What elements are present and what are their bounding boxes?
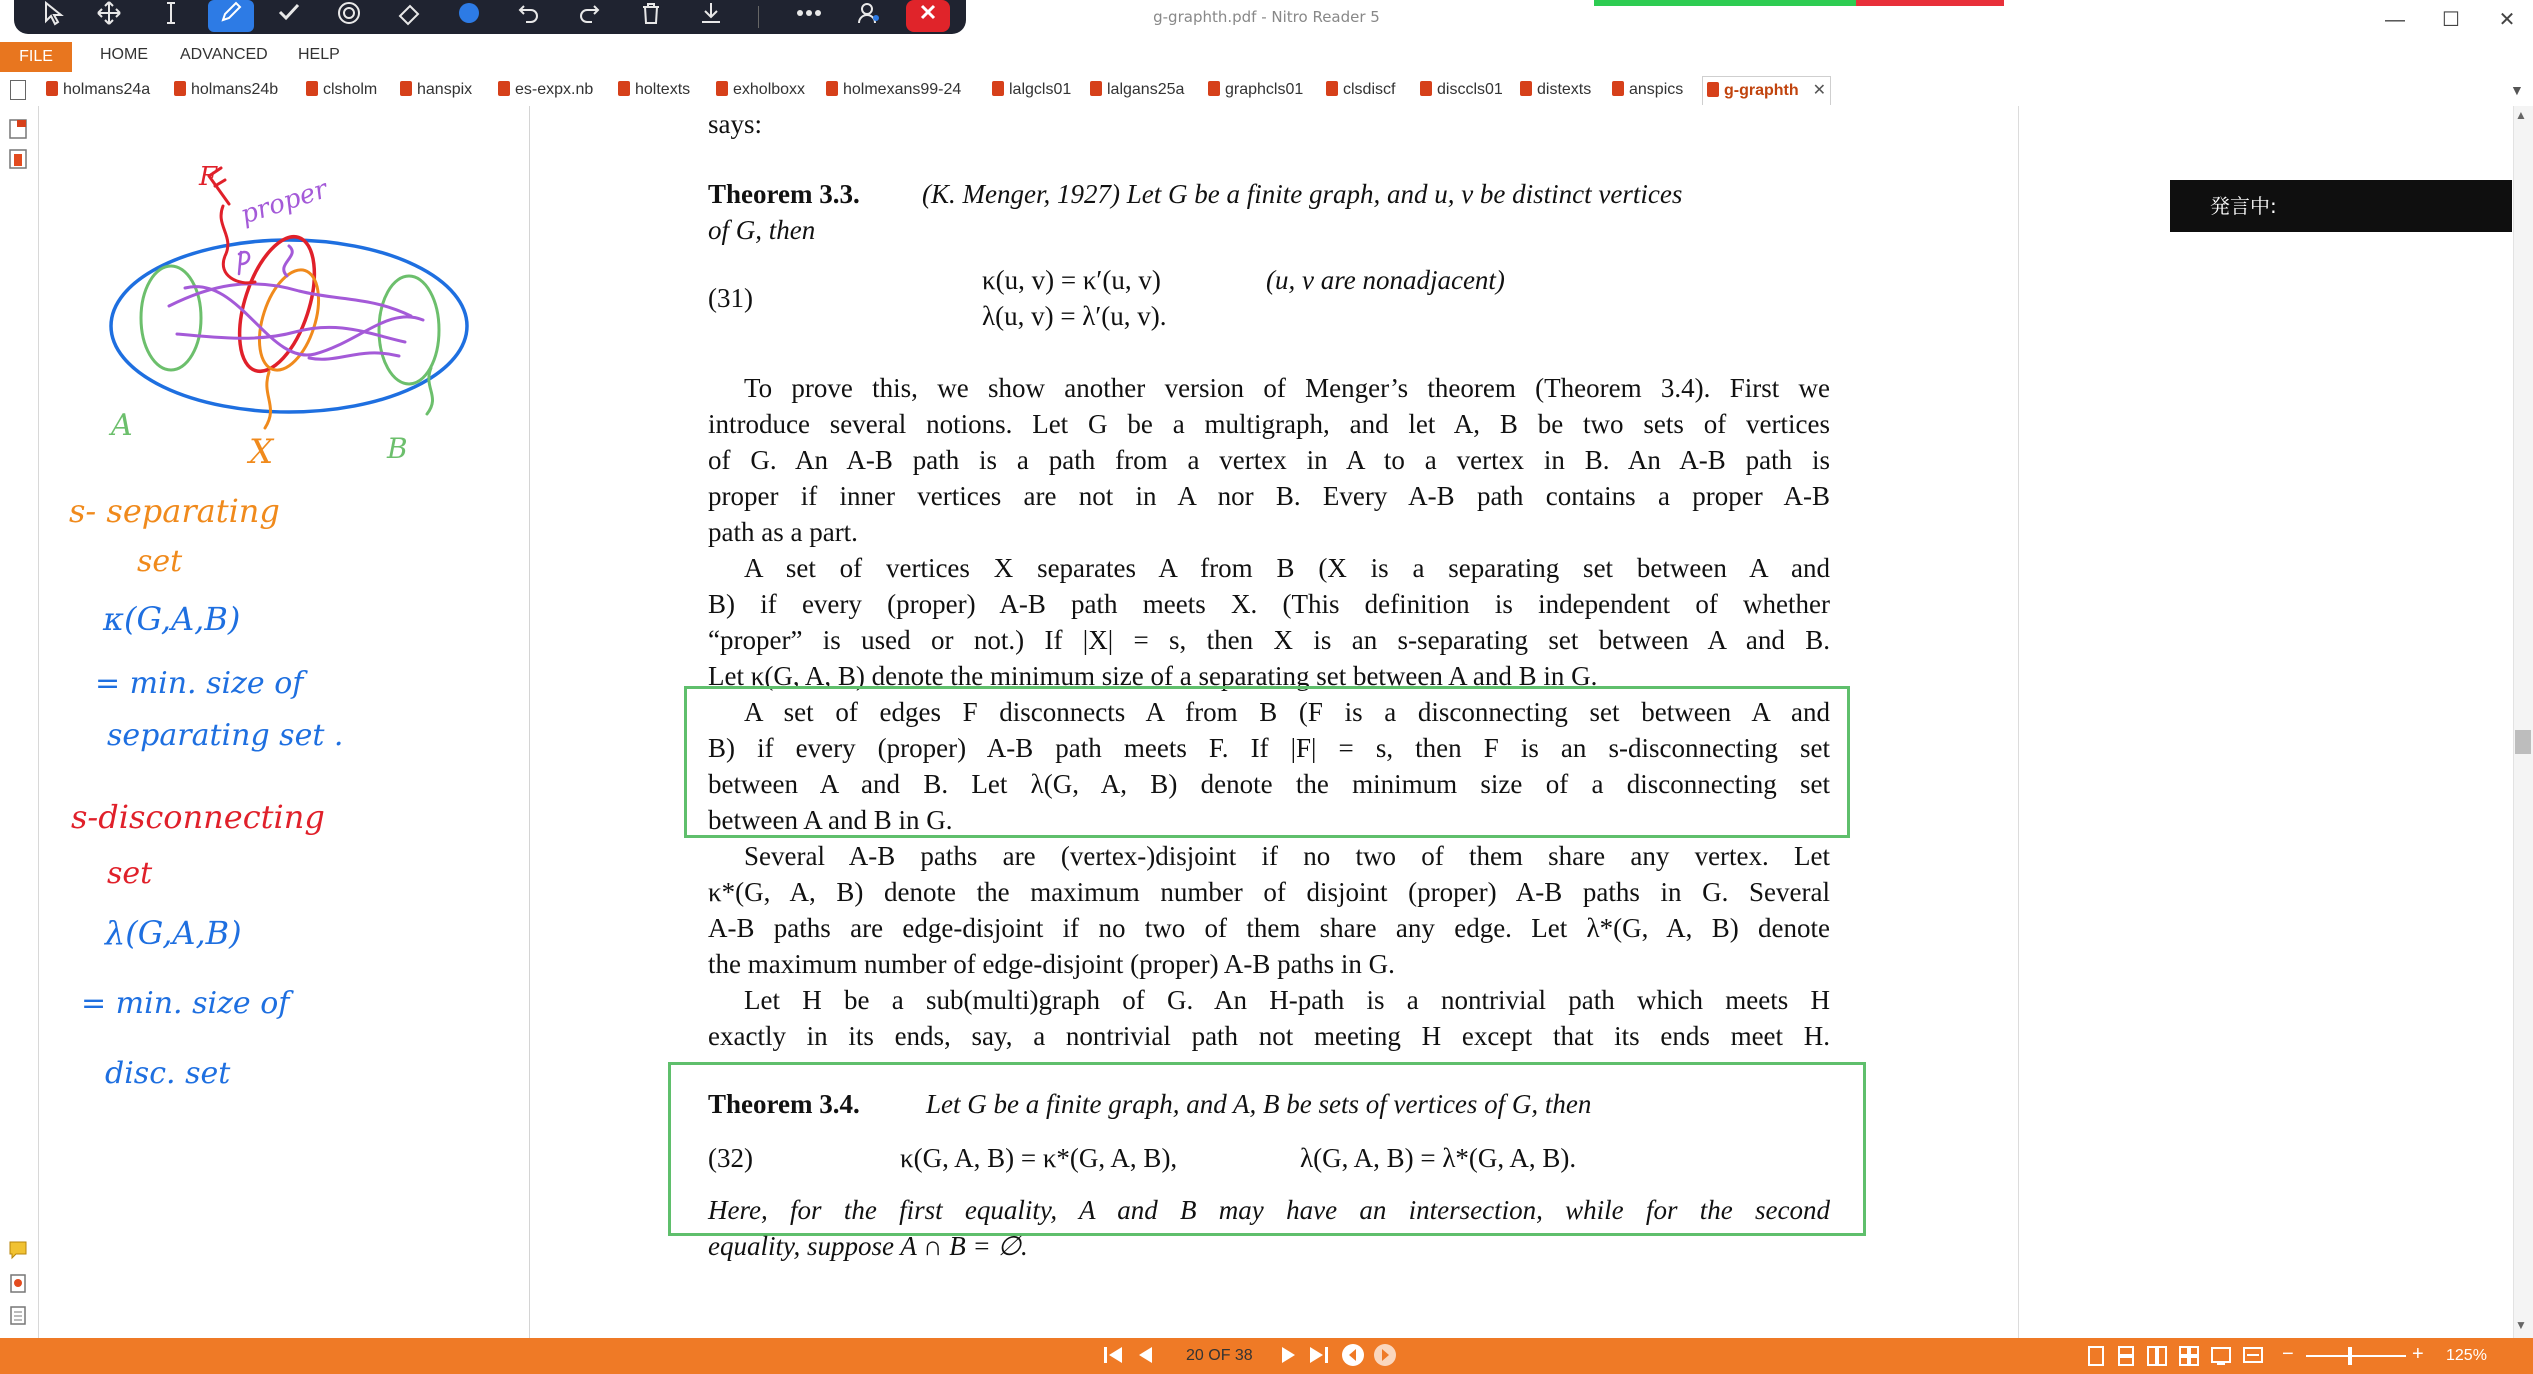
- equation-31-line-2: λ(u, v) = λ′(u, v).: [982, 301, 1167, 331]
- tab-es-expx[interactable]: [498, 76, 593, 104]
- equation-31-line-1: κ(u, v) = κ′(u, v): [982, 265, 1161, 295]
- tab-label: clsholm: [323, 81, 378, 98]
- tab-label: hanspix: [417, 81, 473, 98]
- minimize-button[interactable]: —: [2385, 9, 2405, 31]
- single-page-view-icon[interactable]: [2086, 1345, 2106, 1372]
- scroll-up-icon[interactable]: ▲: [2515, 108, 2527, 122]
- pdf-icon: [400, 81, 412, 96]
- paragraph-4-line-3: A-B paths are edge-disjoint if no two of them share any edge. Let λ*(G, A, B) denote: [708, 913, 1830, 943]
- zoom-slider-thumb[interactable]: [2348, 1347, 2352, 1365]
- back-view-icon[interactable]: [1340, 1342, 1366, 1374]
- recording-indicator-green: [1594, 0, 1856, 6]
- pdf-icon: [992, 81, 1004, 96]
- tab-label: holmans24b: [191, 81, 279, 98]
- window-title: g-graphth.pdf - Nitro Reader 5: [1153, 8, 1380, 26]
- tab-label: clsdiscf: [1343, 81, 1396, 98]
- select-icon[interactable]: [30, 0, 76, 32]
- paragraph-2-line-3: “proper” is used or not.) If |X| = s, then X is an s-separating set between A and B.: [708, 625, 1830, 655]
- paragraph-2-line-2: B) if every (proper) A-B path meets X. (This definition is independent of whether: [708, 589, 1830, 619]
- note-s-disconnecting: s-disconnecting: [71, 798, 325, 836]
- pdf-icon: [498, 81, 510, 96]
- page-indicator[interactable]: 20 OF 38: [1186, 1347, 1253, 1364]
- left-tool-strip: [0, 106, 39, 1338]
- pdf-icon: [618, 81, 630, 96]
- undo-icon[interactable]: [506, 0, 552, 32]
- pdf-icon: [1612, 81, 1624, 96]
- tab-holtexts[interactable]: [618, 76, 690, 104]
- comments-icon[interactable]: [8, 1240, 28, 1262]
- note-lambda: λ(G,A,B): [105, 914, 242, 952]
- next-page-icon[interactable]: [1278, 1342, 1300, 1374]
- tab-holmans24b[interactable]: [174, 76, 278, 104]
- theorem-3-4-note-1: Here, for the first equality, A and B may have an intersection, while for the second: [708, 1195, 1830, 1225]
- note-min-disc-1: = min. size of: [81, 986, 290, 1021]
- close-icon[interactable]: [906, 0, 950, 32]
- tab-label: holmexans99-24: [843, 81, 962, 98]
- previous-page-icon[interactable]: [1134, 1342, 1156, 1374]
- tab-holmexans99-24[interactable]: [826, 76, 961, 104]
- scroll-down-icon[interactable]: ▼: [2515, 1318, 2527, 1332]
- handwritten-notes-panel: [39, 106, 530, 1338]
- fit-width-icon[interactable]: [2242, 1345, 2264, 1372]
- zoom-out-icon[interactable]: −: [2282, 1343, 2294, 1365]
- tab-clsholm[interactable]: [306, 76, 377, 104]
- vertical-scrollbar[interactable]: [2513, 106, 2533, 1338]
- pen-icon[interactable]: [208, 0, 254, 32]
- continuous-view-icon[interactable]: [2116, 1345, 2136, 1372]
- x-pointer: [265, 372, 271, 428]
- paragraph-2-line-1: A set of vertices X separates A from B (X is a separating set between A and: [744, 553, 1830, 583]
- page-thumbnails-icon[interactable]: [8, 118, 28, 140]
- more-icon[interactable]: [786, 0, 832, 32]
- x-label: X: [249, 432, 274, 472]
- file-menu[interactable]: FILE: [0, 42, 72, 72]
- theorem-3-3-body-2: of G, then: [708, 215, 816, 245]
- equation-31-number: (31): [708, 283, 753, 313]
- tab-label: holtexts: [635, 81, 691, 98]
- color-dot-icon[interactable]: [446, 0, 492, 32]
- facing-view-icon[interactable]: [2146, 1345, 2168, 1372]
- tab-g-graphth[interactable]: [1702, 76, 1831, 105]
- theorem-3-3-body-1: (K. Menger, 1927) Let G be a finite graph, and u, v be distinct vertices: [922, 179, 1683, 209]
- tab-holmans24a[interactable]: [46, 76, 150, 104]
- zoom-in-icon[interactable]: +: [2412, 1343, 2424, 1365]
- note-min-disc-2: disc. set: [105, 1056, 231, 1091]
- a-label: A: [111, 408, 133, 443]
- paragraph-1-line-3: of G. An A-B path is a path from a vertex in A to a vertex in B. An A-B path is: [708, 445, 1830, 475]
- proper-label: proper: [237, 174, 332, 231]
- bookmarks-icon[interactable]: [8, 148, 28, 170]
- b-pointer: [427, 368, 433, 414]
- menu-bar: [0, 42, 2533, 72]
- note-set-2: set: [107, 856, 153, 891]
- equation-32-part-b: λ(G, A, B) = λ*(G, A, B).: [1300, 1143, 1577, 1173]
- paragraph-4-line-2: κ*(G, A, B) denote the maximum number of disjoint (proper) A-B paths in G. Several: [708, 877, 1830, 907]
- equation-32-number: (32): [708, 1143, 753, 1173]
- move-icon[interactable]: [86, 0, 132, 32]
- right-gutter: [2019, 106, 2513, 1338]
- recording-indicator-red: [1856, 0, 2004, 6]
- pdf-icon: [1208, 81, 1220, 96]
- eraser-icon[interactable]: [386, 0, 432, 32]
- equation-32-part-a: κ(G, A, B) = κ*(G, A, B),: [900, 1143, 1178, 1173]
- speaking-indicator: 発言中:: [2170, 180, 2512, 232]
- stamp-icon[interactable]: [326, 0, 372, 32]
- pdf-icon: [1090, 81, 1102, 96]
- paragraph-1-line-4: proper if inner vertices are not in A nor B. Every A-B path contains a proper A-B: [708, 481, 1830, 511]
- tab-lalgcls01[interactable]: [992, 76, 1071, 104]
- tab-label: anspics: [1629, 81, 1684, 98]
- maximize-button[interactable]: ☐: [2442, 9, 2460, 31]
- paragraph-5-line-2: exactly in its ends, say, a nontrivial path not meeting H except that its ends meet H.: [708, 1021, 1830, 1051]
- attachments-icon[interactable]: [8, 1272, 28, 1294]
- b-label: B: [387, 432, 408, 465]
- tab-label: g-graphth: [1724, 82, 1799, 99]
- tab-disccls01[interactable]: [1420, 76, 1503, 104]
- pdf-icon: [46, 81, 58, 96]
- paragraph-3-line-1: A set of edges F disconnects A from B (F is a disconnecting set between A and: [744, 697, 1830, 727]
- theorem-3-4-note-2: equality, suppose A ∩ B = ∅.: [708, 1231, 1028, 1261]
- tab-label: holmans24a: [63, 81, 151, 98]
- tab-label: distexts: [1537, 81, 1592, 98]
- forward-view-icon[interactable]: [1372, 1342, 1398, 1374]
- check-icon[interactable]: [266, 0, 312, 32]
- last-page-icon[interactable]: [1306, 1342, 1332, 1374]
- tab-graphcls01[interactable]: [1208, 76, 1303, 104]
- tab-overflow-icon[interactable]: ▼: [2510, 82, 2524, 98]
- pdf-icon: [716, 81, 728, 96]
- tab-anspics[interactable]: [1612, 76, 1683, 104]
- user-settings-icon[interactable]: [846, 0, 892, 32]
- pdf-icon: [1520, 81, 1532, 96]
- facing-continuous-view-icon[interactable]: [2178, 1345, 2200, 1372]
- note-set-1: set: [137, 544, 183, 579]
- note-min-sep-2: separating set .: [107, 718, 344, 753]
- set-a-ellipse: [141, 266, 201, 370]
- paragraph-1-line-5: path as a part.: [708, 517, 858, 547]
- pdf-icon: [1420, 81, 1432, 96]
- paragraph-1-line-2: introduce several notions. Let G be a multigraph, and let A, B be two sets of vertices: [708, 409, 1830, 439]
- paragraph-5-line-1: Let H be a sub(multi)graph of G. An H-path is a nontrivial path which meets H: [744, 985, 1830, 1015]
- proper-label-p: [239, 252, 249, 274]
- tab-list-icon[interactable]: [10, 80, 26, 100]
- tab-exholboxx[interactable]: [716, 76, 805, 104]
- home-menu[interactable]: HOME: [100, 46, 148, 63]
- tab-clsdiscf[interactable]: [1326, 76, 1395, 104]
- tab-hanspix[interactable]: [400, 76, 472, 104]
- paragraph-3-line-4: between A and B in G.: [708, 805, 953, 835]
- pdf-icon: [826, 81, 838, 96]
- first-page-icon[interactable]: [1100, 1342, 1126, 1374]
- help-menu[interactable]: HELP: [298, 46, 340, 63]
- theorem-3-4-heading: Theorem 3.4.: [708, 1089, 860, 1119]
- tab-label: disccls01: [1437, 81, 1503, 98]
- note-s-separating: s- separating: [69, 492, 280, 530]
- tab-label: graphcls01: [1225, 81, 1304, 98]
- fit-page-icon[interactable]: [2210, 1345, 2232, 1372]
- text-cursor-icon[interactable]: [148, 0, 194, 32]
- theorem-3-3-heading: Theorem 3.3.: [708, 179, 860, 209]
- paragraph-3-line-3: between A and B. Let λ(G, A, B) denote the minimum size of a disconnecting set: [708, 769, 1830, 799]
- note-min-sep-1: = min. size of: [95, 666, 304, 701]
- paragraph-2-line-4: Let κ(G, A, B) denote the minimum size of a separating set between A and B in G.: [708, 661, 1598, 691]
- tab-label: lalgans25a: [1107, 81, 1185, 98]
- zoom-slider[interactable]: [2306, 1355, 2406, 1357]
- paragraph-1-line-1: To prove this, we show another version of Menger’s theorem (Theorem 3.4). First we: [744, 373, 1830, 403]
- layers-icon[interactable]: [8, 1304, 28, 1326]
- tab-distexts[interactable]: [1520, 76, 1591, 104]
- f-label: F: [199, 162, 218, 192]
- download-icon[interactable]: [688, 0, 734, 32]
- tab-lalgans25a[interactable]: [1090, 76, 1184, 104]
- paragraph-4-line-1: Several A-B paths are (vertex-)disjoint if no two of them share any vertex. Let: [744, 841, 1830, 871]
- equation-31-condition: (u, v are nonadjacent): [1266, 265, 1505, 295]
- redo-icon[interactable]: [566, 0, 612, 32]
- paragraph-3-line-2: B) if every (proper) A-B path meets F. If |F| = s, then F is an s-disconnecting set: [708, 733, 1830, 763]
- toolbar-divider: [758, 6, 759, 28]
- paragraph-4-line-4: the maximum number of edge-disjoint (proper) A-B paths in G.: [708, 949, 1395, 979]
- theorem-3-4-body: Let G be a finite graph, and A, B be sets of vertices of G, then: [926, 1089, 1592, 1119]
- tab-label: exholboxx: [733, 81, 806, 98]
- scrollbar-thumb[interactable]: [2515, 730, 2531, 754]
- close-tab-icon[interactable]: ✕: [1812, 82, 1827, 99]
- zoom-level[interactable]: 125%: [2446, 1347, 2487, 1364]
- tab-label: es-expx.nb: [515, 81, 594, 98]
- pdf-icon: [306, 81, 318, 96]
- delete-icon[interactable]: [628, 0, 674, 32]
- close-window-button[interactable]: ✕: [2498, 9, 2516, 31]
- note-kappa: κ(G,A,B): [103, 600, 241, 638]
- pdf-icon: [1707, 82, 1719, 97]
- advanced-menu[interactable]: ADVANCED: [180, 46, 268, 63]
- pdf-icon: [1326, 81, 1338, 96]
- pdf-icon: [174, 81, 186, 96]
- tab-label: lalgcls01: [1009, 81, 1072, 98]
- says-text: says:: [708, 109, 762, 139]
- pdf-page: [530, 106, 2019, 1338]
